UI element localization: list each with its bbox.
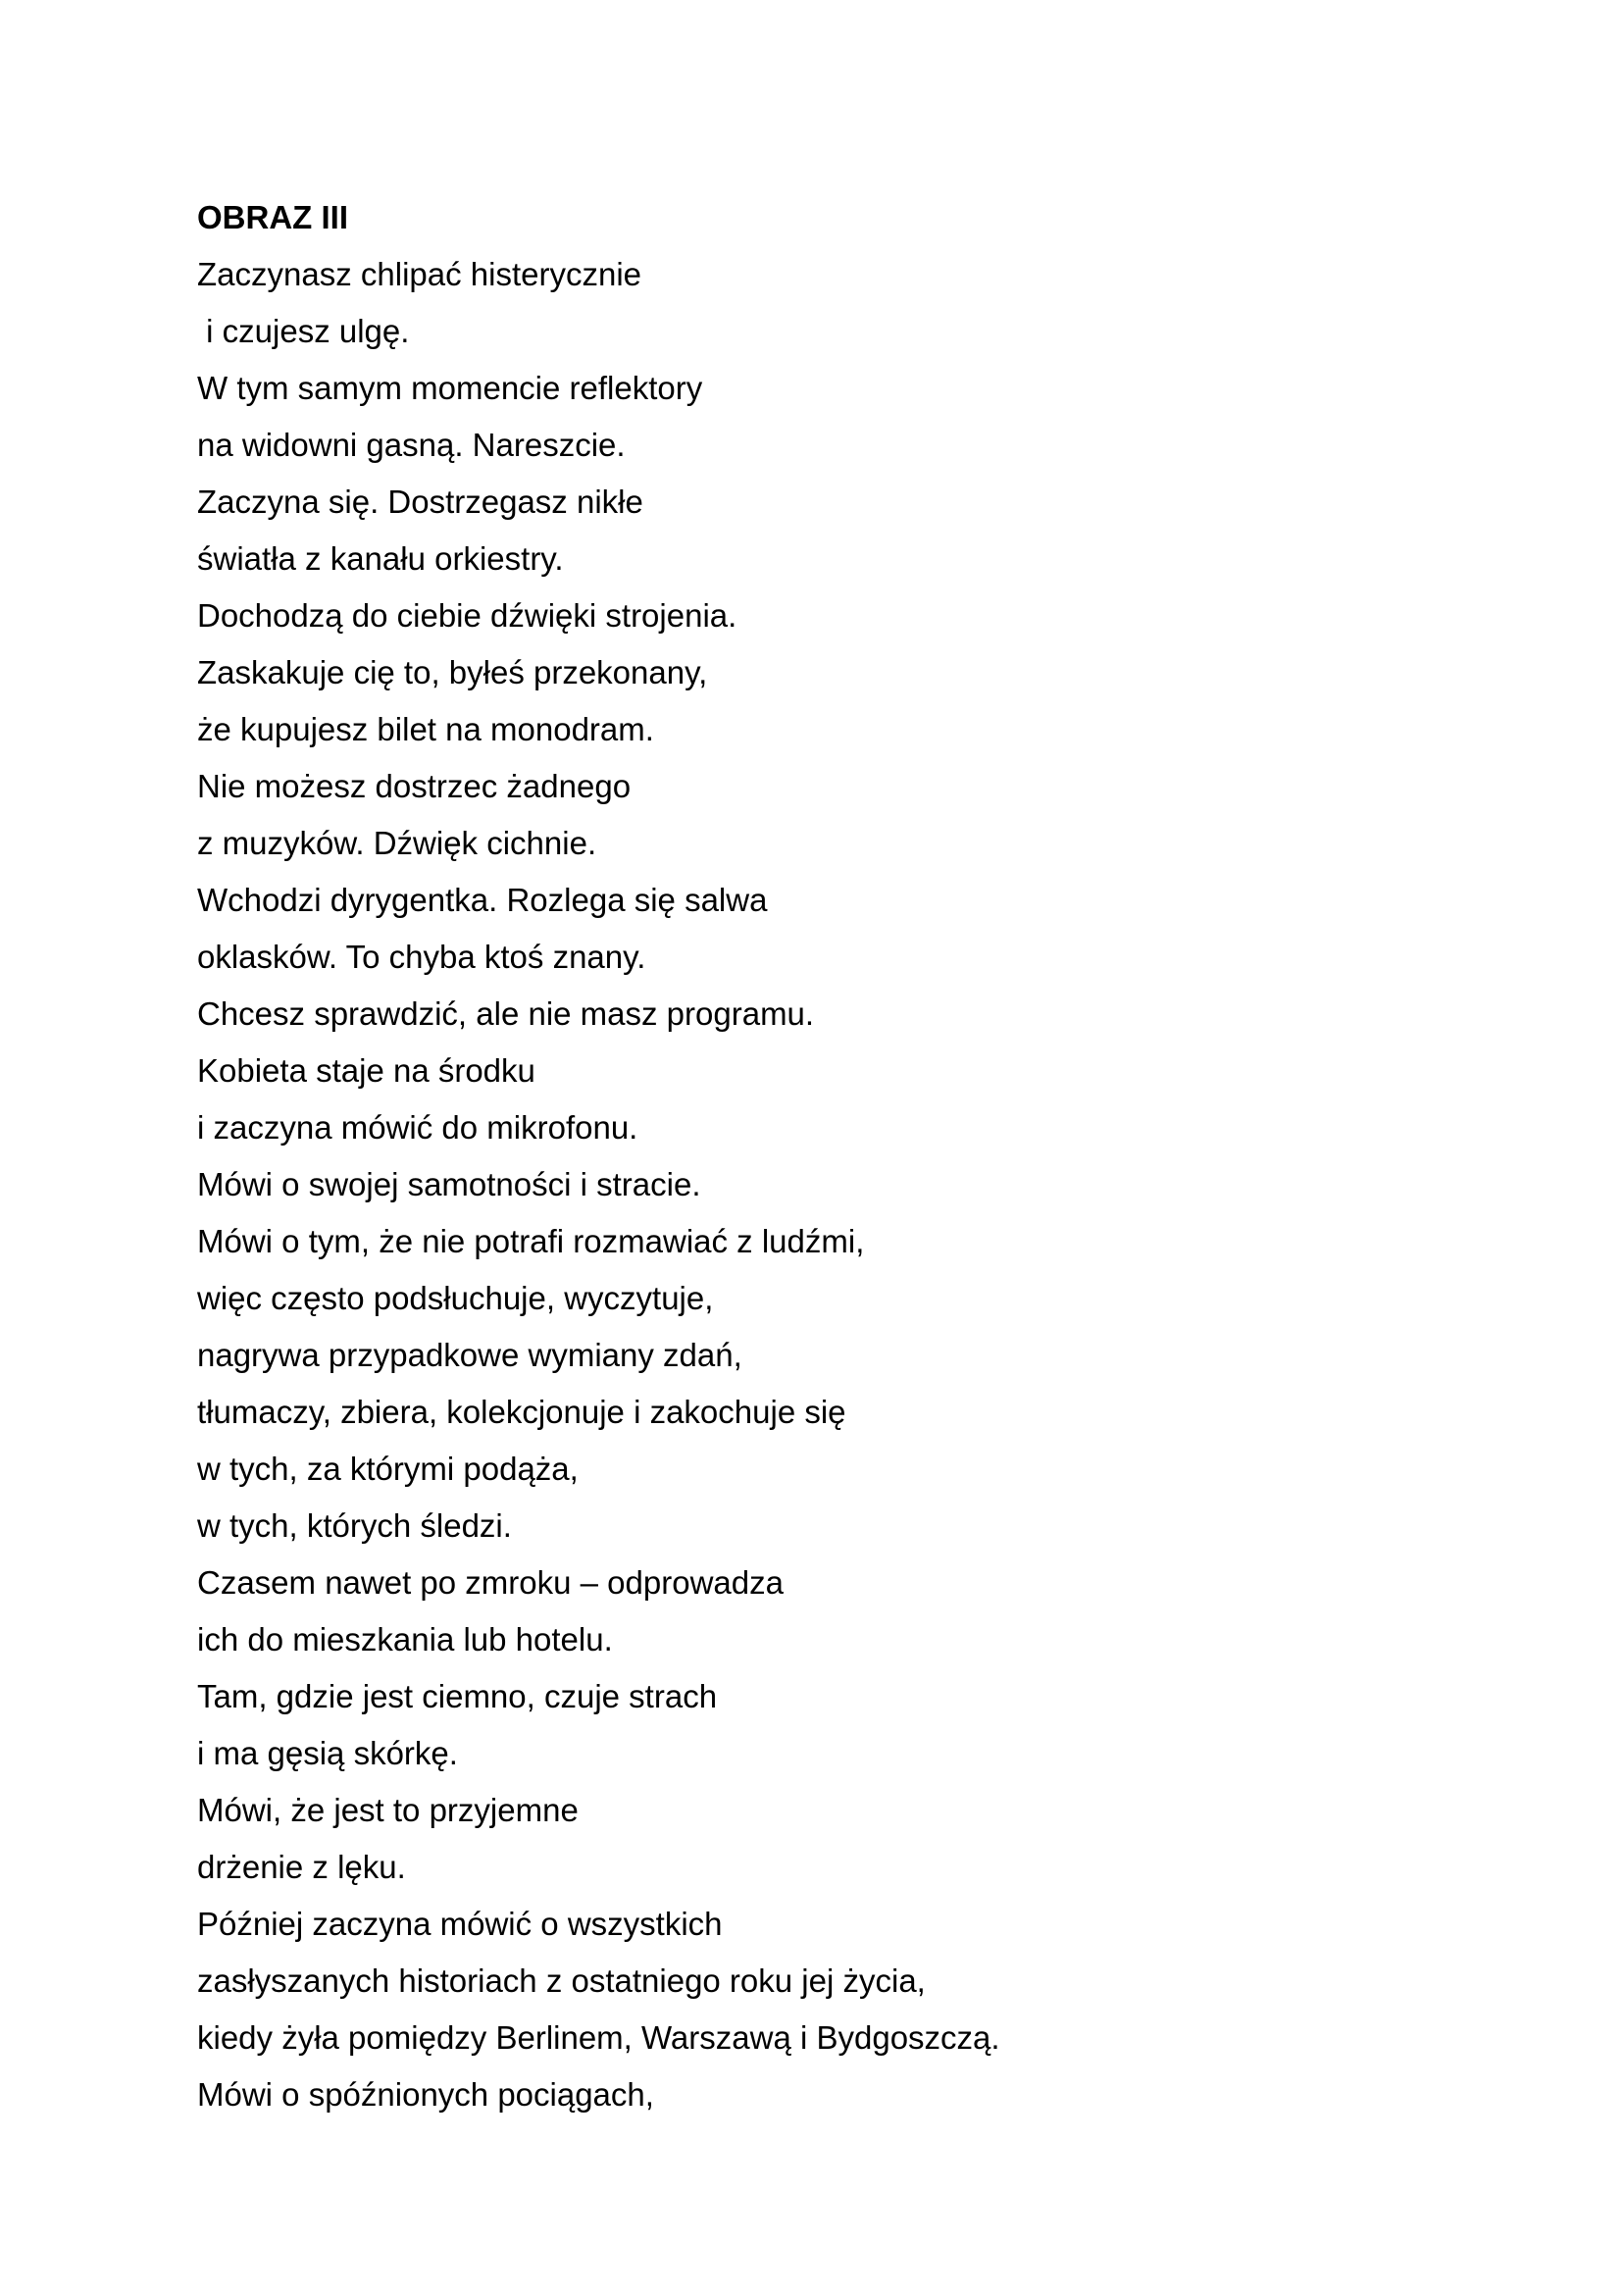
poem-line: Czasem nawet po zmroku – odprowadza bbox=[197, 1564, 784, 1601]
poem-line: nagrywa przypadkowe wymiany zdań, bbox=[197, 1337, 742, 1373]
poem-line: Wchodzi dyrygentka. Rozlega się salwa bbox=[197, 882, 768, 918]
poem-line: z muzyków. Dźwięk cichnie. bbox=[197, 825, 597, 861]
poem-line: Tam, gdzie jest ciemno, czuje strach bbox=[197, 1678, 718, 1714]
poem-line: na widowni gasną. Nareszcie. bbox=[197, 427, 626, 463]
poem-line: tłumaczy, zbiera, kolekcjonuje i zakochuje się bbox=[197, 1394, 846, 1430]
poem-line: ich do mieszkania lub hotelu. bbox=[197, 1621, 613, 1657]
poem-line: Dochodzą do ciebie dźwięki strojenia. bbox=[197, 597, 737, 634]
poem-line: i zaczyna mówić do mikrofonu. bbox=[197, 1109, 638, 1146]
poem-line: Mówi o swojej samotności i stracie. bbox=[197, 1166, 701, 1202]
poem-line: zasłyszanych historiach z ostatniego roku jej życia, bbox=[197, 1963, 926, 1999]
poem-line: w tych, których śledzi. bbox=[197, 1507, 512, 1544]
poem-lines bbox=[197, 246, 1423, 2123]
poem-line: i ma gęsią skórkę. bbox=[197, 1735, 458, 1771]
poem-line: Nie możesz dostrzec żadnego bbox=[197, 768, 632, 804]
poem-line: światła z kanału orkiestry. bbox=[197, 540, 564, 577]
poem-line: W tym samym momencie reflektory bbox=[197, 370, 703, 406]
poem-line: Zaskakuje cię to, byłeś przekonany, bbox=[197, 654, 708, 690]
poem-text-block bbox=[197, 193, 1423, 2123]
section-heading: OBRAZ III bbox=[197, 199, 348, 235]
poem-line: i czujesz ulgę. bbox=[197, 313, 410, 349]
poem-line: że kupujesz bilet na monodram. bbox=[197, 711, 654, 747]
poem-line: Zaczyna się. Dostrzegasz nikłe bbox=[197, 484, 643, 520]
poem-line: więc często podsłuchuje, wyczytuje, bbox=[197, 1280, 714, 1316]
poem-line: kiedy żyła pomiędzy Berlinem, Warszawą i Bydgoszczą. bbox=[197, 2019, 1000, 2056]
poem-line: Kobieta staje na środku bbox=[197, 1052, 535, 1089]
poem-line: Mówi, że jest to przyjemne bbox=[197, 1792, 579, 1828]
poem-line: drżenie z lęku. bbox=[197, 1849, 406, 1885]
poem-line: w tych, za którymi podąża, bbox=[197, 1451, 579, 1487]
poem-line: Mówi o spóźnionych pociągach, bbox=[197, 2076, 654, 2113]
poem-line: Mówi o tym, że nie potrafi rozmawiać z ludźmi, bbox=[197, 1223, 865, 1259]
poem-line: Zaczynasz chlipać histerycznie bbox=[197, 256, 642, 292]
poem-line: Chcesz sprawdzić, ale nie masz programu. bbox=[197, 995, 815, 1032]
poem-line: oklasków. To chyba ktoś znany. bbox=[197, 939, 646, 975]
poem-line: Później zaczyna mówić o wszystkich bbox=[197, 1906, 723, 1942]
